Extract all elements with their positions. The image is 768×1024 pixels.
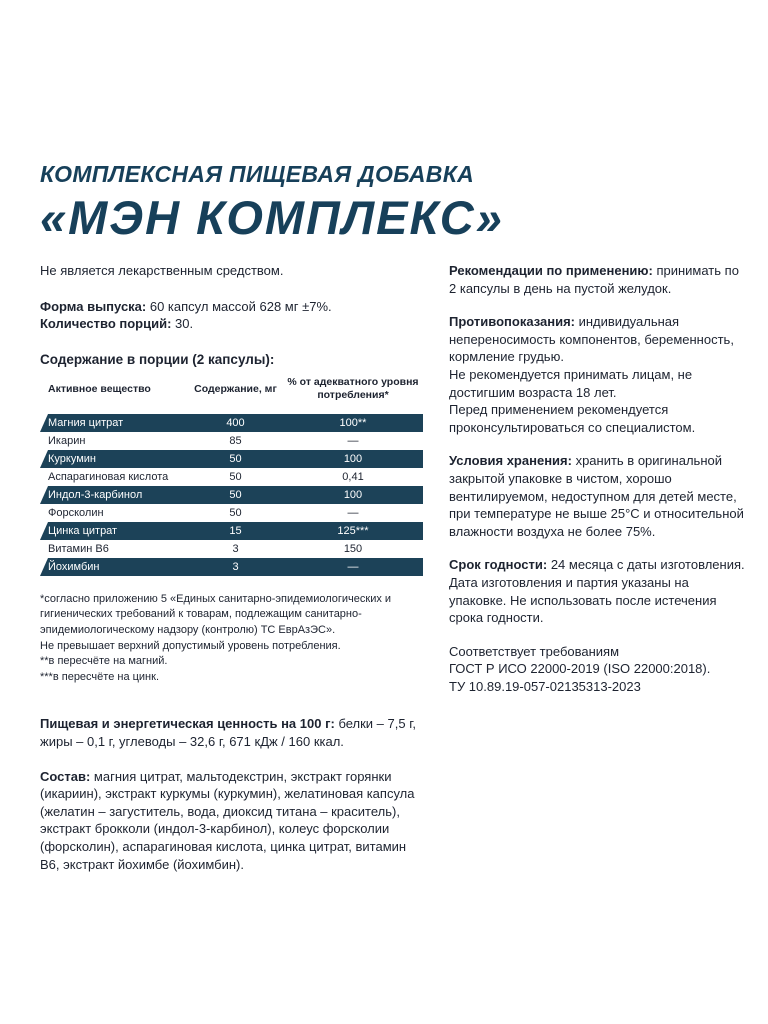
footnote: *согласно приложению 5 «Единых санитарно-эпидемиологических и гигиенических требований к товарам, подлежащим санитарно-эпидемиологическому надзору (контролю) ТС ЕврАзЭС». [40,592,392,636]
composition-paragraph [40,768,425,874]
compliance-line: Соответствует требованиям [449,643,620,659]
cell-amount: 400 [226,416,245,429]
cell-percent: — [347,560,359,573]
subtitle: КОМПЛЕКСНАЯ ПИЩЕВАЯ ДОБАВКА [40,161,475,187]
contra-age-note: Не рекомендуется принимать лицам, не достигшим возраста 18 лет. [449,366,693,400]
table-row [40,504,423,522]
table-row [40,414,423,432]
table-row [40,558,423,576]
cell-amount: 3 [232,542,239,555]
cell-substance: Витамин В6 [48,542,109,555]
contra-paragraph [449,313,749,366]
cell-substance: Индол-3-карбинол [48,488,143,501]
right-column [449,262,749,695]
header-amount: Содержание, мг [194,383,277,396]
storage-value: хранить в оригинальной закрытой упаковке в чистом, хорошо вентилируемом, недоступном для детей месте, при температуре не выше 25°C и относительной влажности воздуха не более 75%. [449,453,744,539]
usage-paragraph [449,262,749,297]
compliance-line: ТУ 10.89.19-057-02135313-2023 [449,678,641,694]
cell-amount: 50 [229,452,242,465]
table-row [40,522,423,540]
cell-substance: Цинка цитрат [48,524,118,537]
nutrition-paragraph [40,715,425,750]
composition-table [40,373,423,576]
cell-percent: 100 [343,452,363,465]
portions-line [40,315,425,333]
composition-value: магния цитрат, мальтодекстрин, экстракт горянки (икариин), экстракт куркумы (куркумин), желатиновая капсула (желатин – загуститель, вода, диоксид титана – краситель), экстракт брокколи (индол-3-карбинол), колеус форсколии (форсколин), аспарагиновая кислота, цинка цитрат, витамин В6, экстракт йохимбе (йохимбин). [40,768,415,872]
nutrition-label: Пищевая и энергетическая ценность на 100 г: [40,716,335,732]
nutrition-value: белки – 7,5 г, жиры – 0,1 г, углеводы – 32,6 г, 671 кДж / 160 ккал. [40,716,416,749]
shelf-life-paragraph [449,556,749,626]
footnotes [40,592,425,686]
contra-value: индивидуальная непереносимость компонентов, беременность, кормление грудью. [449,314,734,365]
not-medicine-note: Не является лекарственным средством. [40,263,284,278]
portions-label: Количество порций: [40,316,172,332]
cell-substance: Магния цитрат [48,416,124,429]
form-label: Форма выпуска: [40,298,147,314]
header-substance: Активное вещество [48,383,151,396]
composition-label: Состав: [40,768,91,784]
shelf-life-value: 24 месяца с даты изготовления. Дата изготовления и партия указаны на упаковке. Не использовать после истечения срока годности. [449,557,745,626]
cell-substance: Икарин [48,434,86,447]
usage-value: принимать по 2 капсулы в день на пустой желудок. [449,263,739,296]
footnote: ***в пересчёте на цинк. [40,670,160,683]
cell-percent: 125*** [337,524,369,537]
cell-substance: Форсколин [48,506,104,519]
table-row [40,450,423,468]
storage-paragraph [449,452,749,540]
contra-consult-note: Перед применением рекомендуется проконсультироваться со специалистом. [449,402,696,435]
table-row [40,468,423,486]
form-line [40,298,425,316]
cell-amount: 85 [229,434,242,447]
cell-substance: Куркумин [48,452,96,465]
cell-percent: — [347,434,359,447]
cell-percent: 150 [343,542,363,555]
contra-label: Противопоказания: [449,314,575,330]
table-row [40,486,423,504]
cell-amount: 50 [229,488,242,501]
footnote: Не превышает верхний допустимый уровень потребления. [40,639,341,652]
cell-percent: — [347,506,359,519]
cell-percent: 0,41 [342,470,364,483]
left-column [40,262,425,873]
table-row [40,432,423,450]
compliance-line: ГОСТ Р ИСО 22000-2019 (ISO 22000:2018). [449,661,711,677]
cell-amount: 3 [232,560,239,573]
usage-label: Рекомендации по применению: [449,263,653,278]
cell-amount: 15 [229,524,242,537]
cell-amount: 50 [229,506,242,519]
footnote: **в пересчёте на магний. [40,655,168,668]
page-title: «МЭН КОМПЛЕКС» [40,191,504,244]
table-row [40,540,423,558]
cell-substance: Аспарагиновая кислота [48,470,169,483]
form-value: 60 капсул массой 628 мг ±7%. [146,298,332,314]
cell-substance: Йохимбин [48,560,100,573]
content-title: Содержание в порции (2 капсулы): [40,351,275,367]
table-header [40,373,423,406]
cell-percent: 100 [343,488,363,501]
shelf-life-label: Срок годности: [449,557,548,573]
header-percent: % от адекватного уровня потребления* [287,376,419,402]
cell-percent: 100** [339,416,367,429]
portions-value: 30. [171,316,194,332]
storage-label: Условия хранения: [449,453,572,469]
cell-amount: 50 [229,470,242,483]
